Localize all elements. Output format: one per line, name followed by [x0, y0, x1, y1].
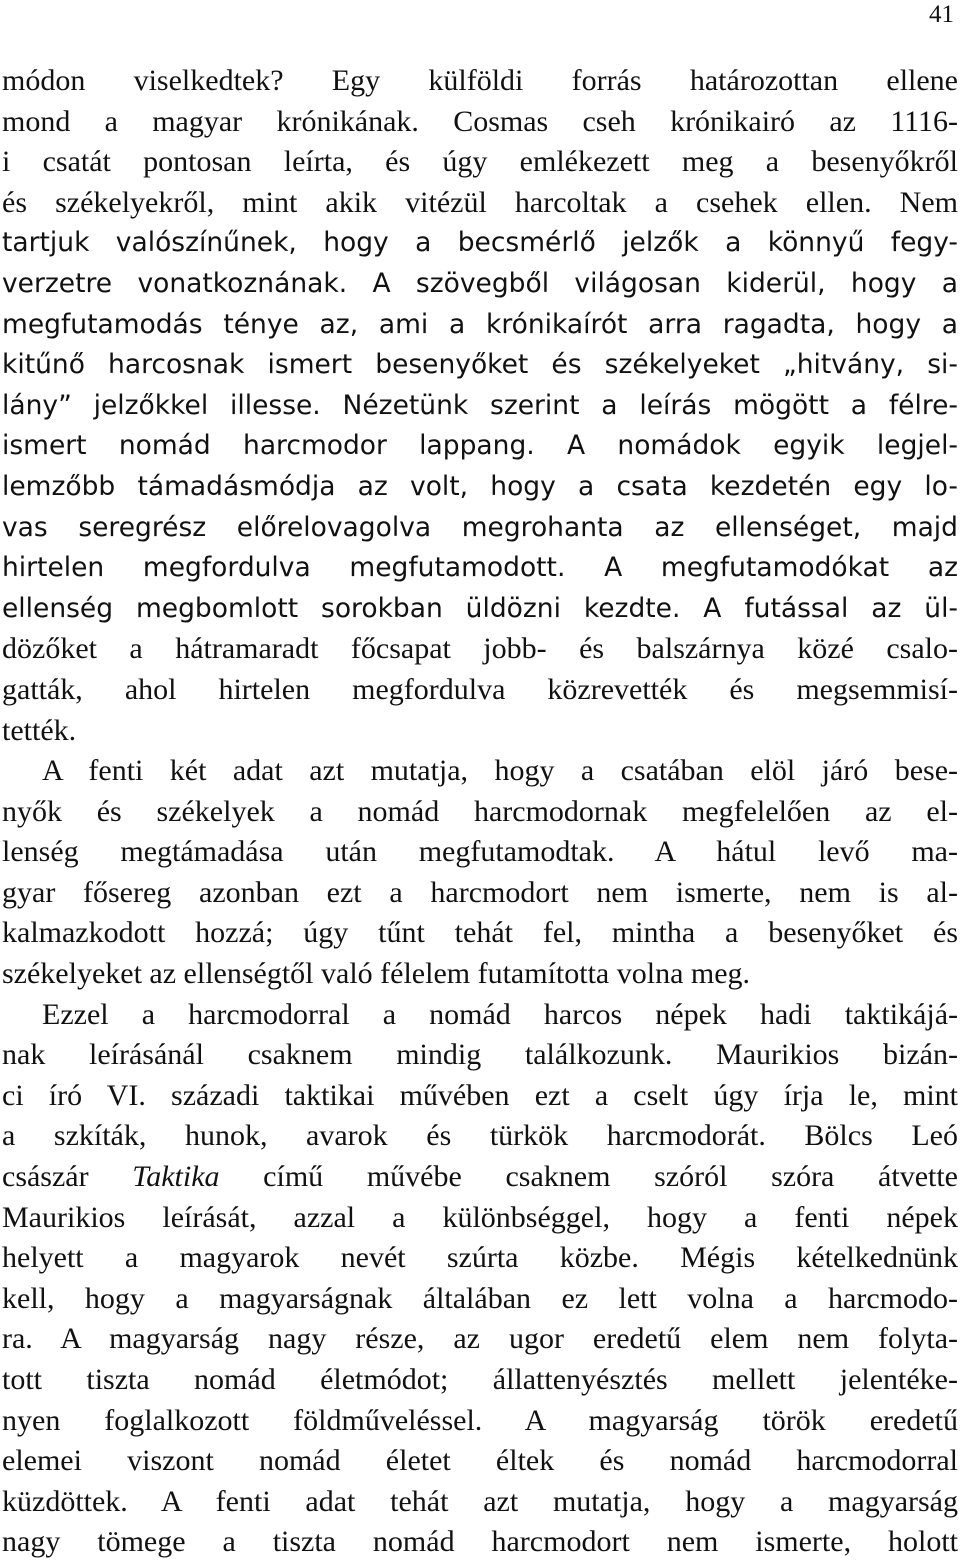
paragraph-end-line: tették.	[2, 713, 77, 747]
text-line: ismert nomád harcmodor lappang. A nomádok egyik legjel-	[2, 430, 958, 462]
text-line: ci író VI. századi taktikai művében ezt a cselt úgy írja le, mint	[2, 1078, 958, 1112]
text-line: módon viselkedtek? Egy külföldi forrás határozottan ellene	[2, 64, 958, 97]
text-line: nyők és székelyek a nomád harcmodornak megfelelően az el-	[2, 794, 958, 828]
text-line: megfutamodás ténye az, ami a krónikaírót arra ragadta, hogy a	[2, 308, 958, 340]
text-line: kalmazkodott hozzá; úgy tűnt tehát fel, mintha a besenyőket és	[2, 916, 958, 950]
text-line: mond a magyar krónikának. Cosmas cseh krónikairó az 1116-	[2, 104, 958, 138]
text-line: verzetre vonatkoznának. A szövegből világosan kiderül, hogy a	[2, 267, 958, 299]
text-line: lány” jelzőkkel illesse. Nézetünk szerint a leírás mögött a félre-	[2, 389, 958, 421]
text-line: nyen foglalkozott földműveléssel. A magyarság török eredetű	[2, 1403, 958, 1437]
text-line: gyar fősereg azonban ezt a harcmodort nem ismerte, nem is al-	[2, 875, 958, 909]
text-line: elemei viszont nomád életet éltek és nomád harcmodorral	[2, 1444, 958, 1478]
text-line: tartjuk valószínűnek, hogy a becsmérlő jelzők a könnyű fegy-	[2, 227, 958, 259]
text-line: lemzőbb támadásmódja az volt, hogy a csata kezdetén egy lo-	[2, 470, 958, 502]
text-line: nak leírásánál csaknem mindig találkozunk. Maurikios bizán-	[2, 1038, 958, 1072]
page-number: 41	[929, 1, 954, 28]
text-line: i csatát pontosan leírta, és úgy emlékezett meg a besenyőkről	[2, 145, 958, 179]
text-line: küzdöttek. A fenti adat tehát azt mutatja, hogy a magyarság	[2, 1484, 958, 1518]
paragraph-end-line: székelyeket az ellenségtől való félelem futamította volna meg.	[2, 957, 751, 991]
text-line: kitűnő harcosnak ismert besenyőket és székelyeket „hitvány, si-	[2, 349, 958, 381]
text-segment: című művébe csaknem szóról szóra átvette	[219, 1160, 958, 1194]
text-line: tott tiszta nomád életmódot; állattenyésztés mellett jelentéke-	[2, 1363, 958, 1396]
paragraph-start-line: Ezzel a harcmodorral a nomád harcos népek hadi taktikájá-	[42, 997, 958, 1031]
text-segment: császár	[2, 1160, 133, 1194]
book-title: Taktika	[132, 1160, 220, 1194]
text-line-with-title	[2, 1157, 958, 1198]
text-line: Maurikios leírását, azzal a különbséggel, hogy a fenti népek	[2, 1200, 958, 1234]
text-line: hirtelen megfordulva megfutamodott. A megfutamodókat az	[2, 552, 958, 584]
text-line: ra. A magyarság nagy része, az ugor eredetű elem nem folyta-	[2, 1322, 958, 1356]
text-line: dözőket a hátramaradt főcsapat jobb- és balszárnya közé csalo-	[2, 632, 958, 666]
text-line: helyett a magyarok nevét szúrta közbe. Mégis kételkednünk	[2, 1241, 958, 1275]
text-line: ellenség megbomlott sorokban üldözni kezdte. A futással az ül-	[2, 592, 958, 624]
text-line: vas seregrész előrelovagolva megrohanta az ellenséget, majd	[2, 511, 958, 543]
text-line: gatták, ahol hirtelen megfordulva közrevették és megsemmisí-	[2, 672, 958, 706]
text-line: és székelyekről, mint akik vitézül harcoltak a csehek ellen. Nem	[2, 185, 958, 219]
paragraph-start-line: A fenti két adat azt mutatja, hogy a csatában elöl járó bese-	[42, 754, 958, 788]
text-line: nagy tömege a tiszta nomád harcmodort nem ismerte, holott	[2, 1525, 958, 1559]
body-text	[2, 61, 958, 1563]
text-line: a szkíták, hunok, avarok és türkök harcmodorát. Bölcs Leó	[2, 1119, 958, 1153]
text-line: kell, hogy a magyarságnak általában ez lett volna a harcmodo-	[2, 1281, 958, 1315]
text-line: lenség megtámadása után megfutamodtak. A hátul levő ma-	[2, 835, 958, 869]
